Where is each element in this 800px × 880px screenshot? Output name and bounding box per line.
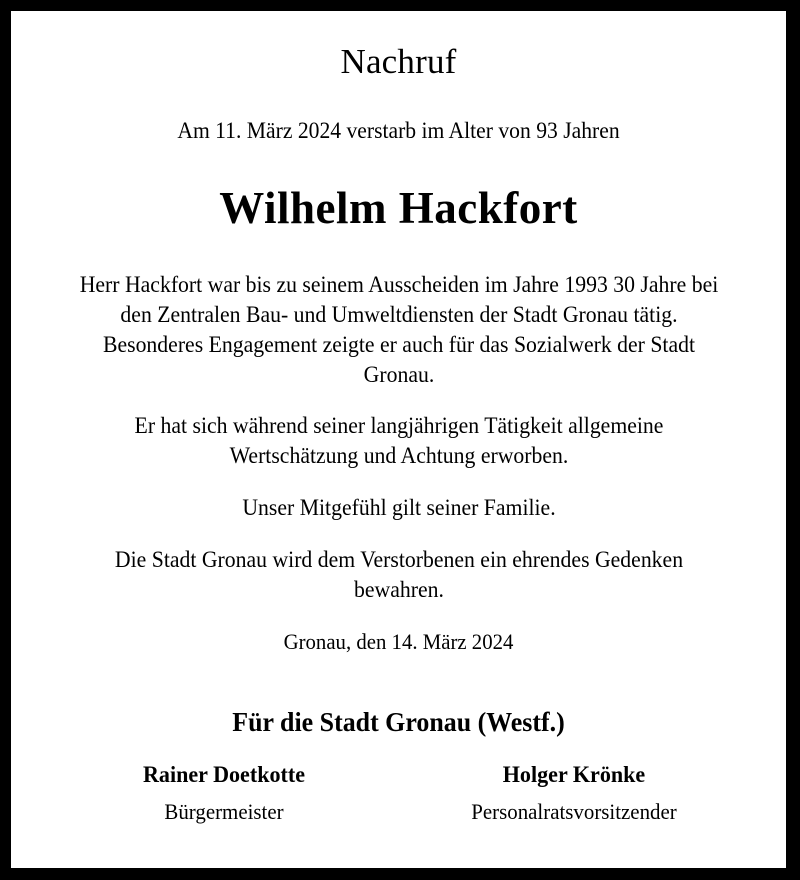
signatory-name: Holger Krönke xyxy=(502,762,645,788)
notice-paragraph: Herr Hackfort war bis zu seinem Ausscheiden im Jahre 1993 30 Jahre bei den Zentralen Bau- und Umweltdiensten der Stadt Gronau tätig. Besonderes Engagement zeigte er auch für das Sozialwerk der Stadt Gronau. xyxy=(79,272,718,388)
notice-paragraph: Er hat sich während seiner langjährigen Tätigkeit allgemeine Wertschätzung und Achtung erworben. xyxy=(134,413,663,469)
signatory-staff-council-chair xyxy=(399,763,749,823)
signatory-role: Bürgermeister xyxy=(163,799,284,825)
notice-title: Nachruf xyxy=(340,42,457,81)
signatory-block xyxy=(49,736,749,823)
place-and-date: Gronau, den 14. März 2024 xyxy=(283,629,514,655)
signature-heading: Für die Stadt Gronau (Westf.) xyxy=(232,707,565,738)
signatory-mayor xyxy=(49,763,399,823)
signatory-role: Personalratsvorsitzender xyxy=(470,799,677,825)
notice-paragraph: Die Stadt Gronau wird dem Verstorbenen ein ehrendes Gedenken bewahren. xyxy=(114,547,683,603)
deceased-name: Wilhelm Hackfort xyxy=(219,183,578,234)
signatory-name: Rainer Doetkotte xyxy=(142,762,305,788)
notice-paragraph: Unser Mitgefühl gilt seiner Familie. xyxy=(241,495,556,521)
death-announcement-line: Am 11. März 2024 verstarb im Alter von 93 Jahren xyxy=(177,118,620,143)
notice-content-area xyxy=(11,11,786,868)
notice-body xyxy=(49,231,749,605)
